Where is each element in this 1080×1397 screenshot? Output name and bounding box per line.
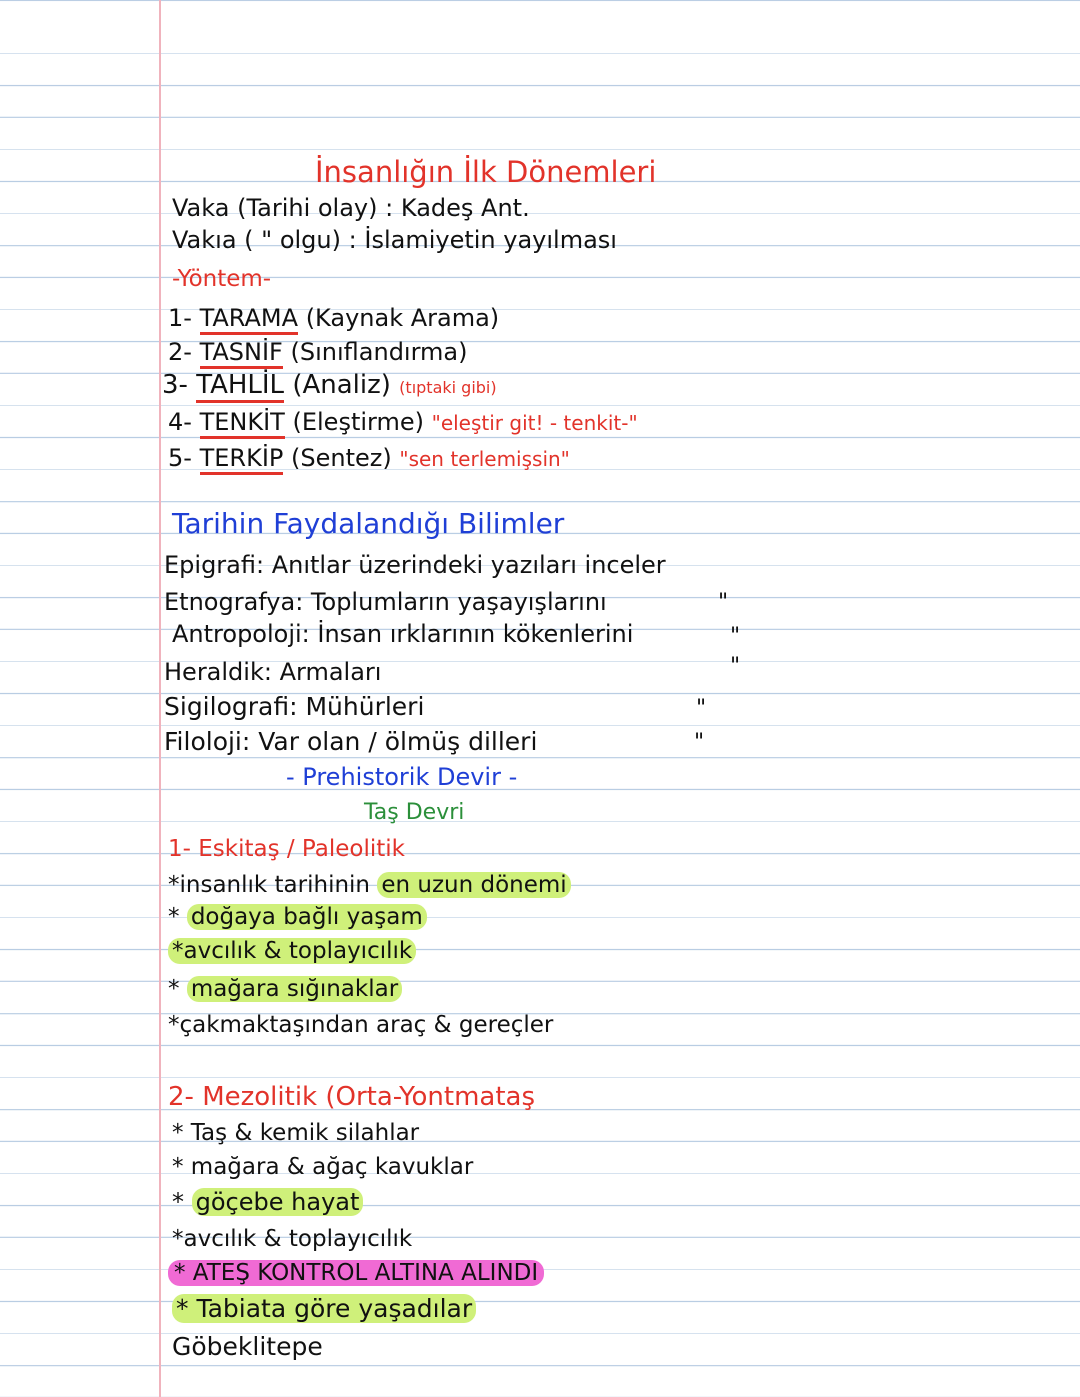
item-text: * Taş & kemik silahlar <box>172 1120 420 1146</box>
mezolitik-item <box>172 1122 419 1145</box>
vakia-example: İslamiyetin yayılması <box>364 226 617 254</box>
ditto-mark: " <box>718 590 729 615</box>
vakia-term: Vakıa ( " olgu) <box>172 226 341 254</box>
bilim-item-epigrafi <box>164 553 666 577</box>
bilim-text: : Toplumların yaşayışlarını <box>295 588 607 616</box>
tas-devri-heading: Taş Devri <box>364 800 465 825</box>
item-text: *insanlık tarihinin <box>168 872 378 898</box>
bilim-item-filoloji <box>164 729 537 754</box>
paleolitik-heading: 1- Eskitaş / Paleolitik <box>168 836 405 862</box>
vaka-line <box>172 196 530 220</box>
yontem-note: (tıptaki gibi) <box>399 378 497 397</box>
mezolitik-item <box>172 1228 412 1251</box>
page-title: İnsanlığın İlk Dönemleri <box>315 155 657 189</box>
vaka-separator: : <box>385 194 394 222</box>
prehistorik-heading: - Prehistorik Devir - <box>286 763 518 791</box>
yontem-num: 5- <box>168 444 192 472</box>
bilimler-heading: Tarihin Faydalandığı Bilimler <box>172 507 565 540</box>
yontem-name: TARAMA <box>200 304 298 335</box>
item-text: * <box>168 976 187 1002</box>
bilim-label: Antropoloji <box>172 620 302 648</box>
yontem-name: TENKİT <box>200 408 285 439</box>
paleolitik-item <box>168 874 571 897</box>
item-highlight: doğaya bağlı yaşam <box>187 904 427 930</box>
yontem-name: TASNİF <box>200 338 283 369</box>
yontem-name: TERKİP <box>200 444 284 475</box>
bilim-item-antropoloji <box>172 622 633 646</box>
bilim-text: : Mühürleri <box>289 692 425 721</box>
bilim-label: Epigrafi <box>164 551 256 579</box>
tabiat-highlight: * Tabiata göre yaşadılar <box>172 1294 476 1323</box>
paleolitik-item <box>168 940 416 963</box>
yontem-note: "eleştir git! - tenkit-" <box>431 411 638 435</box>
item-text: * <box>168 904 187 930</box>
vakia-separator: : <box>348 226 357 254</box>
item-highlight: göçebe hayat <box>192 1188 364 1216</box>
item-highlight: *avcılık & toplayıcılık <box>168 938 416 964</box>
bilim-label: Sigilografi <box>164 692 290 721</box>
mezolitik-fire <box>168 1262 544 1285</box>
bilim-text: : Armaları <box>263 658 382 686</box>
item-highlight: en uzun dönemi <box>377 872 570 898</box>
ditto-mark: " <box>696 696 707 721</box>
fire-highlight: * ATEŞ KONTROL ALTINA ALINDI <box>168 1260 544 1286</box>
paleolitik-item <box>168 1014 553 1037</box>
item-highlight: mağara sığınaklar <box>187 976 402 1002</box>
ditto-mark: " <box>694 730 705 755</box>
bilim-label: Etnografya <box>164 588 296 616</box>
yontem-desc: (Eleştirme) <box>292 408 424 436</box>
yontem-item-2 <box>168 340 468 364</box>
yontem-num: 1- <box>168 304 192 332</box>
yontem-num: 2- <box>168 338 192 366</box>
bilim-text: : Var olan / ölmüş dilleri <box>241 727 538 756</box>
item-text: *avcılık & toplayıcılık <box>172 1226 413 1252</box>
item-text: * <box>172 1188 192 1216</box>
yontem-num: 3- <box>162 370 188 400</box>
yontem-desc: (Sentez) <box>291 444 392 472</box>
item-text: *çakmaktaşından araç & gereçler <box>168 1012 554 1038</box>
bilim-item-sigilografi <box>164 694 424 719</box>
paleolitik-item <box>168 906 427 929</box>
bilim-item-heraldik <box>164 660 381 684</box>
yontem-item-1 <box>168 306 499 330</box>
mezolitik-tabiat <box>172 1296 476 1321</box>
bilim-text: : İnsan ırklarının kökenlerini <box>301 620 634 648</box>
notebook-margin-line <box>159 0 161 1397</box>
yontem-desc: (Sınıflandırma) <box>290 338 468 366</box>
bilim-item-etnografya <box>164 590 607 614</box>
vaka-example: Kadeş Ant. <box>400 194 530 222</box>
bilim-text: : Anıtlar üzerindeki yazıları inceler <box>256 551 666 579</box>
yontem-item-4 <box>168 410 638 434</box>
mezolitik-item <box>172 1190 363 1214</box>
bilim-label: Filoloji <box>164 727 242 756</box>
ditto-mark: " <box>730 624 741 649</box>
yontem-item-3 <box>162 372 497 398</box>
yontem-note: "sen terlemişsin" <box>399 447 570 471</box>
yontem-num: 4- <box>168 408 192 436</box>
yontem-name: TAHLİL <box>196 370 284 403</box>
yontem-desc: (Kaynak Arama) <box>305 304 500 332</box>
mezolitik-heading: 2- Mezolitik (Orta-Yontmataş <box>168 1082 536 1112</box>
vakia-line <box>172 228 617 252</box>
vaka-term: Vaka (Tarihi olay) <box>172 194 378 222</box>
ditto-mark: " <box>730 654 741 679</box>
mezolitik-item <box>172 1156 473 1179</box>
paleolitik-item <box>168 978 402 1001</box>
yontem-item-5 <box>168 446 570 470</box>
yontem-heading: -Yöntem- <box>172 266 272 292</box>
yontem-desc: (Analiz) <box>292 370 391 400</box>
bilim-label: Heraldik <box>164 658 264 686</box>
gobeklitepe: Göbeklitepe <box>172 1332 323 1361</box>
item-text: * mağara & ağaç kavuklar <box>172 1154 474 1180</box>
